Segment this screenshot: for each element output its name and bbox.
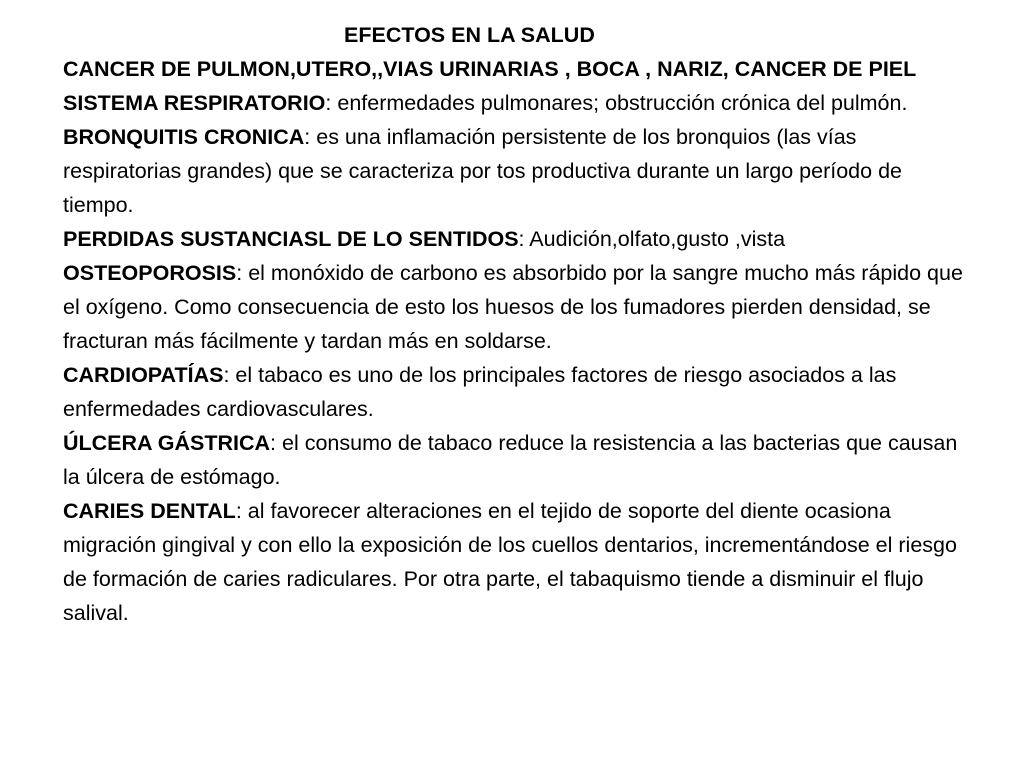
- paragraph-perdidas: [63, 222, 968, 256]
- paragraph-sistema-respiratorio: [63, 86, 968, 120]
- paragraph-caries: [63, 494, 968, 630]
- sep-caries: :: [235, 499, 242, 523]
- paragraph-cardiopatias: [63, 358, 968, 426]
- paragraph-cancer: [63, 52, 968, 86]
- text-perdidas: Audición,olfato,gusto ,vista: [524, 227, 786, 251]
- text-ulcera: el consumo de tabaco reduce la resistencia a las bacterias que causan la úlcera de estómago.: [63, 431, 958, 489]
- term-sistema-respiratorio: SISTEMA RESPIRATORIO: [63, 91, 326, 115]
- sep-osteoporosis: :: [236, 261, 243, 285]
- term-perdidas: PERDIDAS SUSTANCIASL DE LO SENTIDOS: [63, 227, 519, 251]
- term-cancer: CANCER DE PULMON,UTERO,,VIAS URINARIAS , BOCA , NARIZ, CANCER DE PIEL: [63, 57, 917, 81]
- term-bronquitis: BRONQUITIS CRONICA: [63, 125, 305, 149]
- paragraph-ulcera: [63, 426, 968, 494]
- sep-bronquitis: :: [304, 125, 311, 149]
- slide-body: [63, 52, 968, 630]
- term-osteoporosis: OSTEOPOROSIS: [63, 261, 237, 285]
- sep-perdidas: :: [518, 227, 525, 251]
- paragraph-osteoporosis: [63, 256, 968, 358]
- slide-title: EFECTOS EN LA SALUD: [344, 23, 595, 47]
- sep-cardiopatias: :: [223, 363, 230, 387]
- text-bronquitis: es una inflamación persistente de los bronquios (las vías respiratorias grandes) que se caracteriza por tos productiva durante un largo período de tiempo.: [63, 125, 902, 217]
- term-ulcera: ÚLCERA GÁSTRICA: [63, 431, 271, 455]
- text-cardiopatias: el tabaco es uno de los principales factores de riesgo asociados a las enfermedades cardiovasculares.: [63, 363, 897, 421]
- term-caries: CARIES DENTAL: [63, 499, 236, 523]
- text-osteoporosis: el monóxido de carbono es absorbido por la sangre mucho más rápido que el oxígeno. Como consecuencia de esto los huesos de los fumadores pierden densidad, se fracturan más fácilmente y tardan más en soldarse.: [63, 261, 963, 353]
- term-cardiopatias: CARDIOPATÍAS: [63, 363, 224, 387]
- text-caries: al favorecer alteraciones en el tejido de soporte del diente ocasiona migración gingival y con ello la exposición de los cuellos dentarios, incrementándose el riesgo de formación de caries radiculares. Por otra parte, el tabaquismo tiende a disminuir el flujo salival.: [63, 499, 957, 625]
- text-sistema-respiratorio: enfermedades pulmonares; obstrucción crónica del pulmón.: [331, 91, 908, 115]
- sep-sistema-respiratorio: :: [325, 91, 332, 115]
- paragraph-bronquitis: [63, 120, 968, 222]
- sep-ulcera: :: [270, 431, 277, 455]
